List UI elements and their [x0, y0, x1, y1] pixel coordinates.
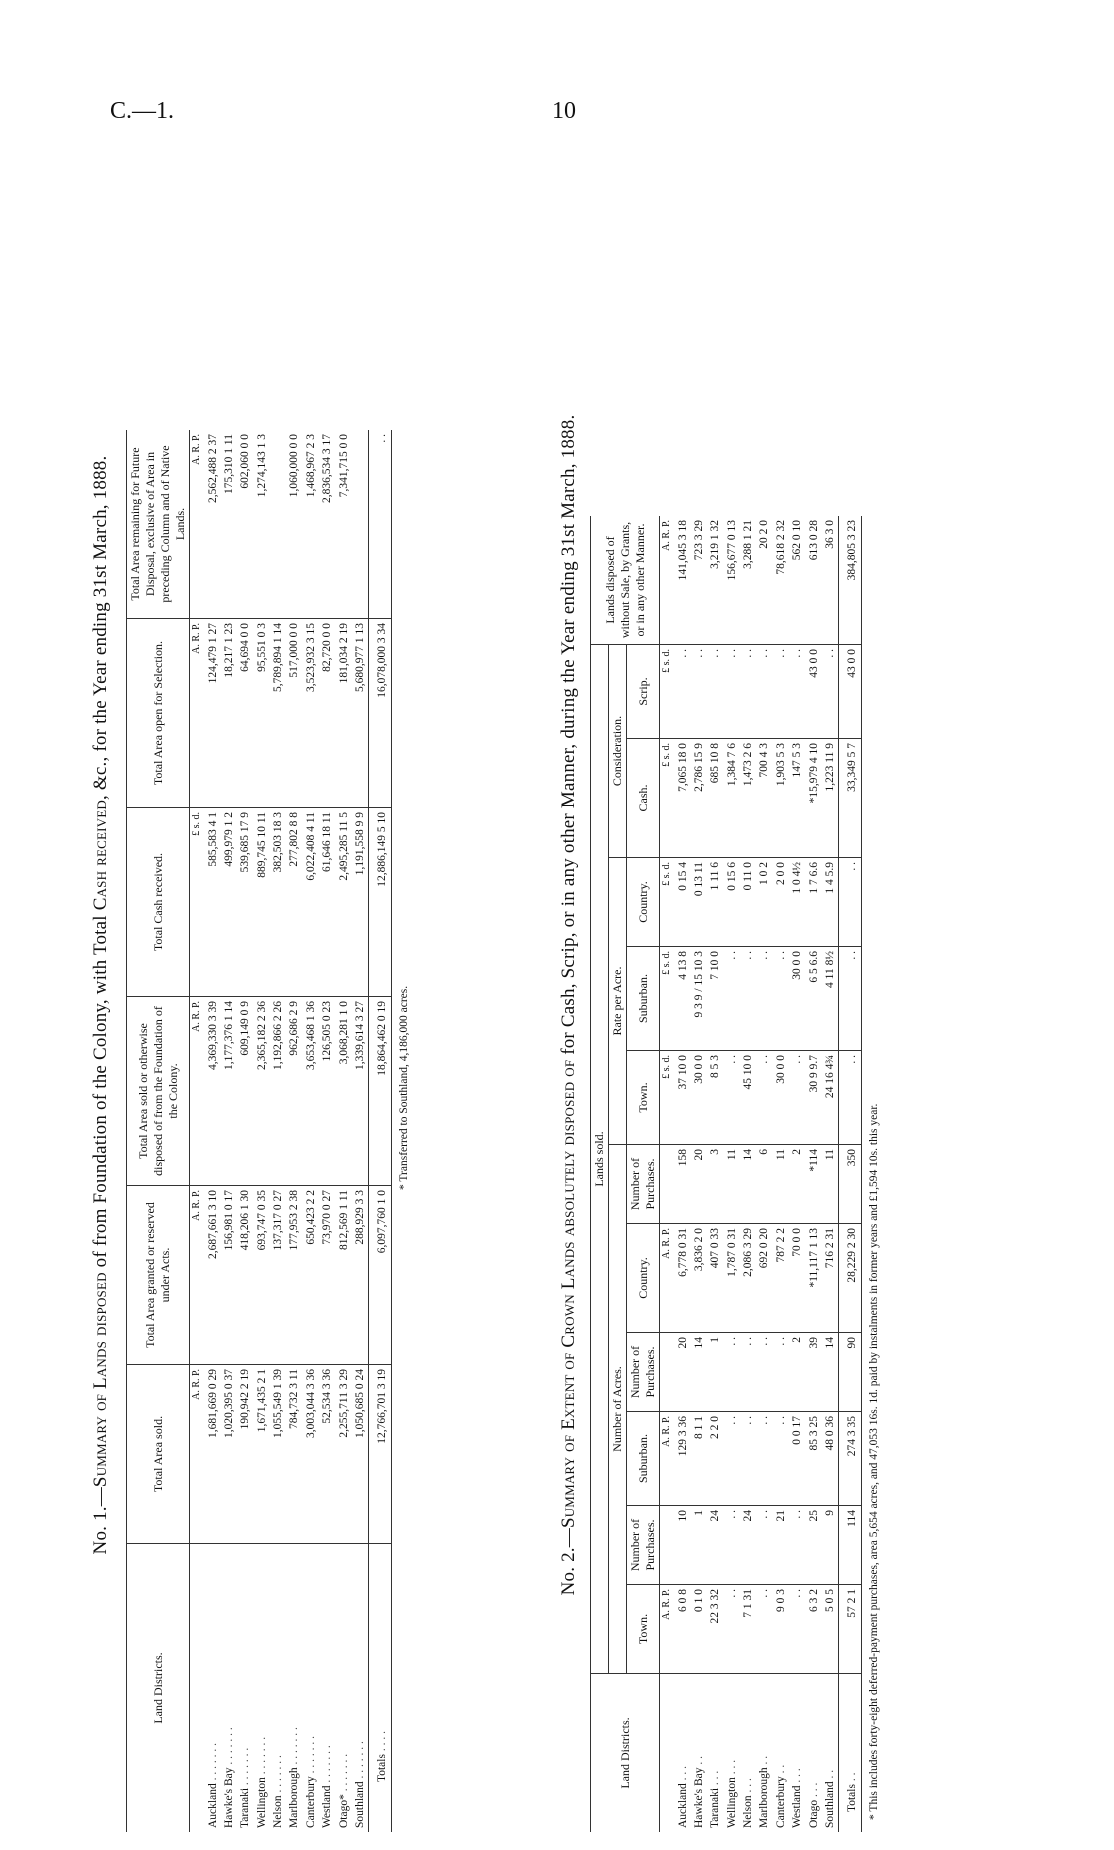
unit-label: £ s. d. [190, 808, 205, 997]
table-row: Auckland . . . . . . . 1,681,669 0 29 2,687,661 3 10 4,369,330 3 39 585,583 4 1 124,479 1 27 2,562,488 2 37 [205, 430, 221, 1832]
unit-label: A. R. P. [190, 997, 205, 1186]
col-scrip: Scrip. [627, 645, 660, 739]
table-1-title: No. 1.—Summary of Lands disposed of from Foundation of the Colony, with Total Cash received, &c., for the Year ending 31st March, 1888. [90, 455, 111, 1555]
col-cash: Cash. [627, 739, 660, 858]
table-2 [590, 516, 862, 1832]
col-land-districts: Land Districts. [150, 1652, 165, 1724]
table-row: Otago* . . . . . . . 2,255,711 3 29 812,569 1 11 3,068,281 1 0 2,495,285 11 5 181,034 2 19 7,341,715 0 0 [336, 430, 352, 1832]
table-row: Nelson . . . . . . . 1,055,549 1 39 137,317 0 27 1,192,866 2 26 382,503 18 3 5,789,894 1 14 [270, 430, 286, 1832]
table-row: Taranaki . . . 22 3 32 24 2 2 0 1 407 0 33 3 8 5 3 7 10 0 1 11 6 685 10 8 . . 3,219 1 32 [707, 516, 723, 1832]
table-row: Auckland . . . 6 0 8 10 129 3 36 20 6,778 0 31 158 37 10 0 4 13 8 0 15 4 7,065 18 0 . . 141,045 3 18 [675, 516, 691, 1832]
table-row: Nelson . . . 7 1 31 24 . . . . 2,086 3 29 14 45 10 0 . . 0 11 0 1,473 2 6 . . 3,288 1 21 [740, 516, 756, 1832]
table-row: Taranaki . . . . . . . 190,942 2 19 418,206 1 30 609,149 0 9 539,685 17 9 64,694 0 0 602,060 0 0 [237, 430, 253, 1832]
col-suburban: Suburban. [627, 1412, 660, 1506]
unit-label: £ s. d. [660, 645, 675, 739]
page-number: 10 [552, 98, 576, 124]
group-rate-per-acre: Rate per Acre. [609, 858, 627, 1145]
unit-label: A. R. P. [660, 1412, 675, 1506]
table-row: Southland . . 5 0 5 9 48 0 36 14 716 2 31 11 24 16 4¾ 4 11 8½ 1 4 5.9 1,223 11 9 . . 36 3 0 [822, 516, 839, 1832]
table-row: Canterbury . . . . . . . 3,003,044 3 36 650,423 2 2 3,653,468 1 36 6,022,408 4 11 3,523,932 3 15 1,468,967 2 3 [303, 430, 319, 1832]
col-land-districts: Land Districts. [617, 1717, 632, 1789]
table-row: Westland . . . . . . . 0 0 17 2 70 0 0 2 . . 30 0 0 1 0 4½ 147 5 3 . . 562 0 10 [789, 516, 805, 1832]
summary-table-2-panel [558, 170, 1038, 1840]
table-row: Marlborough . . . . . . . . . . 692 0 20 6 . . . . 1 0 2 700 4 3 . . 20 2 0 [756, 516, 772, 1832]
col-suburban-purchases: Number of Purchases. [627, 1333, 660, 1412]
col-total-area-sold: Total Area sold. [127, 1365, 190, 1544]
table-row: Marlborough . . . . . . . 784,732 3 11 177,953 2 38 962,686 2 9 277,802 8 8 517,000 0 0 1,060,000 0 0 [286, 430, 302, 1832]
col-country: Country. [627, 1224, 660, 1333]
table-row: Otago . . . 6 3 2 25 85 3 25 39 *11,117 1 13 *114 30 9 9.7 6 5 6.6 1 7 6.6 *15,979 4 10 43 0 0 613 0 28 [806, 516, 822, 1832]
group-lands-sold: Lands sold. [591, 645, 609, 1674]
group-number-of-acres: Number of Acres. [609, 1145, 627, 1674]
table-row: Hawke's Bay . . 0 1 0 1 8 1 1 14 3,836 2 0 20 30 0 0 9 3 9 / 15 10 3 0 13 11 2,786 15 9 . . 723 3 29 [691, 516, 707, 1832]
col-country-purchases: Number of Purchases. [627, 1145, 660, 1224]
unit-label: £ s. d. [660, 947, 675, 1051]
col-total-cash-received: Total Cash received. [127, 808, 190, 997]
document-code: C.—1. [110, 98, 175, 124]
table-1 [126, 430, 392, 1832]
totals-row: Totals . . . . 12,766,701 3 19 6,097,760 1 0 18,864,462 0 19 12,886,149 5 10 16,078,000 3 34 . . [369, 430, 391, 1832]
table-2-footnote: * This includes forty-eight deferred-payment purchases, area 5,654 acres, and 47,053 16s. 1d. paid by instalments in former years and £1,594 10s. this year. [867, 1103, 880, 1820]
col-lands-without-sale: Lands disposed of without Sale, by Grants, or in any other Manner. [591, 516, 660, 645]
unit-label: A. R. P. [190, 430, 205, 619]
unit-label: A. R. P. [660, 1224, 675, 1333]
unit-label: A. R. P. [190, 1365, 205, 1544]
table-row: Hawke's Bay . . . . . . . 1,020,395 0 37 156,981 0 17 1,177,376 1 14 499,979 1 2 18,217 1 23 175,310 1 11 [221, 430, 237, 1832]
group-consideration: Consideration. [609, 645, 627, 858]
table-1-footnote: * Transferred to Southland, 4,186,000 acres. [397, 985, 410, 1190]
col-town: Town. [627, 1585, 660, 1674]
table-row: Wellington . . . . . . . . . . . 1,787 0 31 11 . . . . 0 15 6 1,384 7 6 . . 156,677 0 13 [724, 516, 740, 1832]
unit-label: £ s. d. [660, 739, 675, 858]
unit-label: A. R. P. [660, 1585, 675, 1674]
col-rate-country: Country. [627, 858, 660, 947]
unit-label: £ s. d. [660, 1051, 675, 1145]
col-rate-suburban: Suburban. [627, 947, 660, 1051]
unit-label: A. R. P. [190, 1186, 205, 1365]
col-total-area-granted: Total Area granted or reserved under Acts. [127, 1186, 190, 1365]
col-rate-town: Town. [627, 1051, 660, 1145]
totals-row: Totals . . 57 2 1 114 274 3 35 90 28,229 2 30 350 . . . . . . 33,349 5 7 43 0 0 384,805 3 23 [839, 516, 861, 1832]
table-row: Canterbury . . 9 0 3 21 . . . . 787 2 2 11 30 0 0 . . 2 0 0 1,903 5 3 . . 78,618 2 32 [773, 516, 789, 1832]
unit-label: A. R. P. [660, 516, 675, 645]
table-row: Southland . . . . . . . 1,050,685 0 24 288,929 3 3 1,339,614 3 27 1,191,558 9 9 5,680,977 1 13 [352, 430, 369, 1832]
unit-label: £ s. d. [660, 858, 675, 947]
table-2-title: No. 2.—Summary of Extent of Crown Lands absolutely disposed of for Cash, Scrip, or in any other Manner, during the Year ending 31st March, 1888. [558, 414, 579, 1596]
col-total-area-remaining: Total Area remaining for Future Disposal, exclusive of Area in preceding Column and of Native Lands. [127, 430, 190, 619]
summary-table-1-panel [90, 170, 540, 1840]
unit-label: A. R. P. [190, 619, 205, 808]
col-total-area-open: Total Area open for Selection. [127, 619, 190, 808]
table-row: Wellington . . . . . . . 1,671,435 2 1 693,747 0 35 2,365,182 2 36 889,745 10 11 95,551 0 3 1,274,143 1 3 [254, 430, 270, 1832]
col-town-purchases: Number of Purchases. [627, 1506, 660, 1585]
table-row: Westland . . . . . . . 52,534 3 36 73,970 0 27 126,505 0 23 61,646 18 11 82,720 0 0 2,836,534 3 17 [319, 430, 335, 1832]
col-total-area-disposed: Total Area sold or otherwise disposed of from the Foundation of the Colony. [127, 997, 190, 1186]
